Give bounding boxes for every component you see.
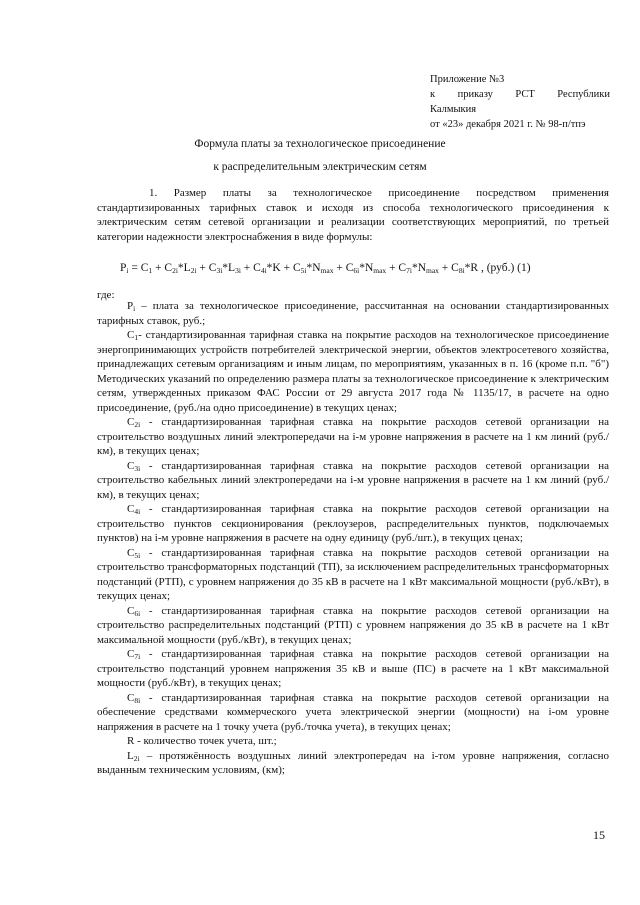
definition-item: $C_{8i}$ - стандартизированная тарифная ставка на покрытие расходов сетевой организации на обеспечение средствами коммерческого учета электрической энергии (мощности) на i-ом уровне напряжения в расчете на 1 точку учета (руб./точка учета), в текущих ценах;: [97, 691, 609, 733]
payment-formula: $P_i = C_1 + C_{2i}*L_{2i} + C_{3i}*L_{3i} + C_{4i}*K + C_{5i}*N_{max} + C_{6i}*N_{max} + C_{7i}*N_{max} + C_{8i}*R$ , (руб.) (1): [120, 262, 531, 275]
appendix-number: Приложение №3: [430, 74, 505, 85]
definition-item: $L_{2i}$ – протяжённость воздушных линий электропередач на i-том уровне напряжения, согласно выданным техническим условиям, (км);: [97, 749, 609, 776]
order-word-k: к: [430, 89, 436, 100]
definition-item: $C_1-$ стандартизированная тарифная ставка на покрытие расходов на технологическое присоединение энергопринимающих устройств потребителей электрической энергии, объектов электросетевого хозяйства, принадлежащих сетевым организациям и иным лицам, по мероприятиям, указанных в п. 16 (кроме п.п. "б") Методических указаний по определению размера платы за технологическое присоединение к электрическим сетям, утвержденных приказом ФАС России от 29 августа 2017 года № 1135/17, в расчете на одно присоединение, (руб./на одно присоединение) в текущих ценах;: [97, 329, 609, 414]
intro-paragraph: 1. Размер платы за технологическое присоединение посредством применения стандартизированных тарифных ставок и исходя из способа технологического присоединения к электрическим сетям сетевой организации и реализации соответствующих мероприятий, по третьей категории надежности электроснабжения в виде формулы:: [97, 187, 609, 243]
region-name: Калмыкия: [430, 104, 477, 115]
definition-item: R - количество точек учета, шт.;: [127, 735, 277, 747]
definition-item: $C_{5i}$ - стандартизированная тарифная ставка на покрытие расходов сетевой организации на строительство трансформаторных подстанций (ТП), за исключением распределительных трансформаторных подстанций (РТП), с уровнем напряжения до 35 кВ в расчете на 1 кВт максимальной мощности (руб./кВт), в текущих ценах;: [97, 546, 609, 602]
order-word-republic: Республики: [557, 89, 610, 100]
definitions-list: [97, 299, 609, 778]
order-date: от «23» декабря 2021 г. № 98-п/тпэ: [430, 119, 586, 130]
where-label: где:: [97, 289, 115, 301]
definition-item: $C_{2i}$ - стандартизированная тарифная ставка на покрытие расходов сетевой организации на строительство воздушных линий электропередачи на i-м уровне напряжения в расчете на 1 км линий (руб./км), в текущих ценах;: [97, 416, 609, 457]
order-word-rst: РСТ: [515, 89, 535, 100]
page-number: 15: [593, 828, 605, 842]
definition-item: $C_{3i}$ - стандартизированная тарифная ставка на покрытие расходов сетевой организации на строительство кабельных линий электропередачи на i-м уровне напряжения в расчете на 1 км линий (руб./км), в текущих ценах;: [97, 459, 609, 501]
document-title: Формула платы за технологическое присоединение: [194, 138, 446, 150]
definition-item: $C_{6i}$ - стандартизированная тарифная ставка на покрытие расходов сетевой организации на строительство распределительных подстанций (РТП) с уровнем напряжения до 35 кВ в расчете на 1 кВт максимальной мощности (руб./кВт), в текущих ценах;: [97, 604, 609, 646]
order-word-prikazu: приказу: [457, 89, 493, 100]
definition-item: $C_{7i}$ - стандартизированная тарифная ставка на покрытие расходов сетевой организации на строительство подстанций уровнем напряжения 35 кВ и выше (ПС) в расчете на 1 кВт максимальной мощности (руб./кВт), в текущих ценах;: [97, 648, 609, 689]
definition-item: $P_i$ – плата за технологическое присоединение, рассчитанная на основании стандартизированных тарифных ставок, руб.;: [97, 300, 609, 327]
appendix-header: [430, 72, 610, 132]
definition-item: $C_{4i}$ - стандартизированная тарифная ставка на покрытие расходов сетевой организации на строительство пунктов секционирования (реклоузеров, распределительных пунктов, подключаемых пунктов) на i-м уровне напряжения в расчете на одну единицу (руб./шт.), в текущих ценах;: [97, 503, 609, 544]
document-subtitle: к распределительным электрическим сетям: [213, 161, 427, 173]
order-reference: [430, 87, 610, 102]
